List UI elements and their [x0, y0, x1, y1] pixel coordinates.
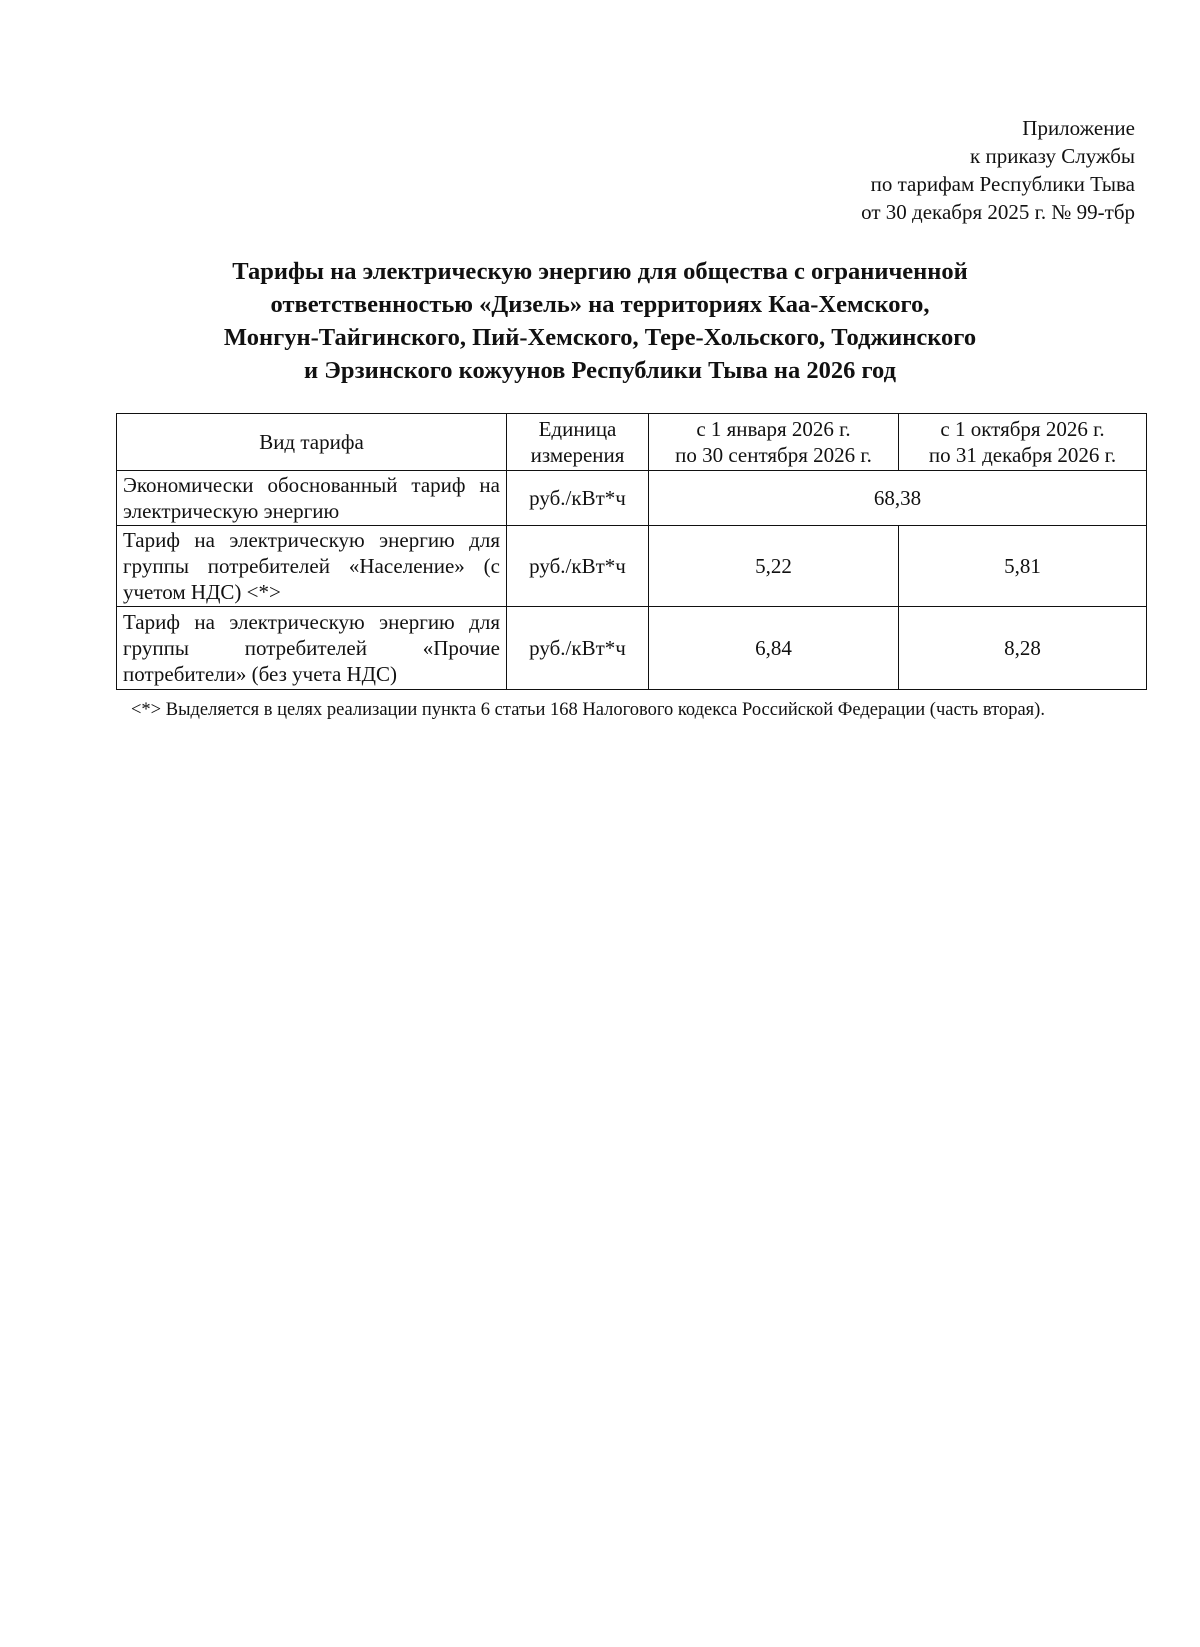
- table-row: [117, 471, 1147, 526]
- header-period-1: с 1 января 2026 г. по 30 сентября 2026 г.: [649, 414, 899, 471]
- appendix-line-3: по тарифам Республики Тыва: [870, 172, 1135, 196]
- row-3-kind: Тариф на электрическую энергию для группы потребителей «Прочие потребители» (без учета НДС): [117, 607, 507, 690]
- document-title: [150, 255, 1050, 387]
- row-2-kind: Тариф на электрическую энергию для группы потребителей «Население» (с учетом НДС) <*>: [117, 526, 507, 607]
- row-3-period-2: 8,28: [899, 607, 1147, 690]
- header-unit: Единица измерения: [507, 414, 649, 471]
- row-2-period-1: 5,22: [649, 526, 899, 607]
- row-1-value-merged: 68,38: [649, 471, 1147, 526]
- title-line-1: Тарифы на электрическую энергию для общества с ограниченной: [232, 258, 968, 285]
- table-row: [117, 526, 1147, 607]
- row-3-unit: руб./кВт*ч: [507, 607, 649, 690]
- row-1-unit: руб./кВт*ч: [507, 471, 649, 526]
- appendix-header: [861, 114, 1135, 226]
- title-line-3: Монгун-Тайгинского, Пий-Хемского, Тере-Хольского, Тоджинского: [223, 324, 977, 351]
- footnote: <*> Выделяется в целях реализации пункта 6 статьи 168 Налогового кодекса Российской Федерации (часть вторая).: [131, 700, 1045, 720]
- tariff-table: [116, 413, 1147, 690]
- appendix-line-2: к приказу Службы: [970, 144, 1135, 168]
- appendix-line-4: от 30 декабря 2025 г. № 99-тбр: [861, 200, 1135, 224]
- header-period-2: с 1 октября 2026 г. по 31 декабря 2026 г.: [899, 414, 1147, 471]
- title-line-2: ответственностью «Дизель» на территориях Каа-Хемского,: [270, 291, 930, 318]
- row-3-period-1: 6,84: [649, 607, 899, 690]
- table-row: [117, 607, 1147, 690]
- blank-page-area: [0, 760, 1200, 1647]
- row-2-unit: руб./кВт*ч: [507, 526, 649, 607]
- row-1-kind: Экономически обоснованный тариф на электрическую энергию: [117, 471, 507, 526]
- row-2-period-2: 5,81: [899, 526, 1147, 607]
- header-tariff-kind: Вид тарифа: [117, 414, 507, 471]
- title-line-4: и Эрзинского кожуунов Республики Тыва на 2026 год: [304, 357, 896, 384]
- table-header-row: [117, 414, 1147, 471]
- appendix-line-1: Приложение: [1022, 116, 1135, 140]
